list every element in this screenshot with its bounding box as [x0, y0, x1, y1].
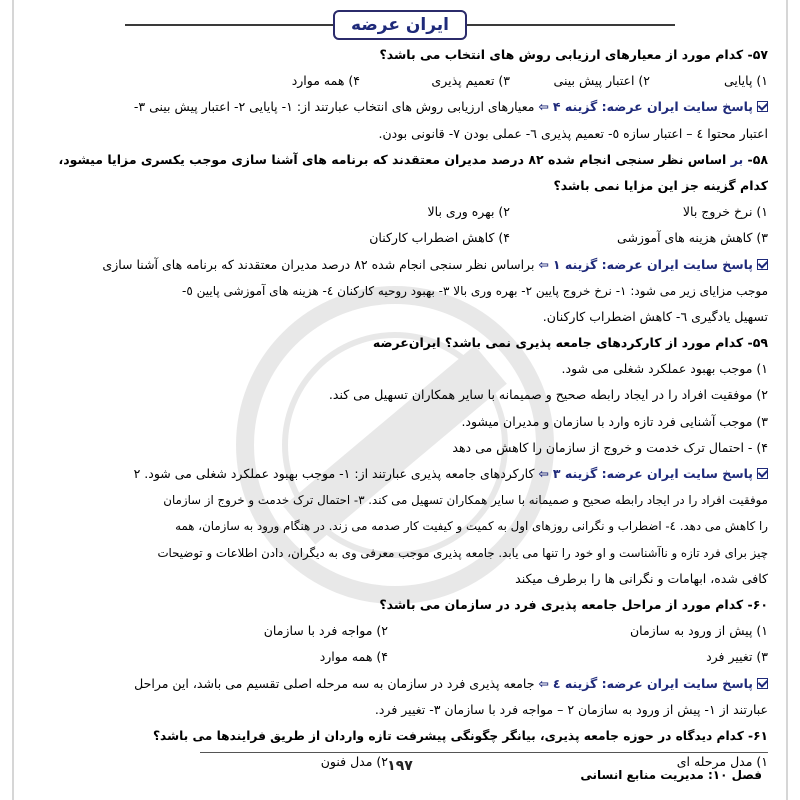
- option-4: ۴) کاهش اضطراب کارکنان: [369, 230, 510, 246]
- question-58-title-line-2: کدام گزینه جز این مزایا نمی باشد؟: [553, 177, 768, 193]
- checkbox-icon: [757, 101, 768, 112]
- answer-text: معیارهای ارزیابی روش های انتخاب عبارتند از: ۱- پایایی ۲- اعتبار پیش بینی ۳-: [133, 99, 535, 115]
- answer-59-line-2: موفقیت افراد را در ایجاد رابطه صحیح و صمیمانه با سایر همکاران تسهیل می کند. ۳- احتمال ترک خدمت و خروج از سازمان: [163, 493, 768, 508]
- option-1: ۱) نرخ خروج بالا: [682, 204, 768, 220]
- answer-58-line-3: تسهیل یادگیری ٦- کاهش اضطراب کارکنان.: [542, 308, 768, 324]
- question-text: اساس نظر سنجی انجام شده ۸۲ درصد مدیران معتقدند که برنامه های آشنا سازی موجب یکسری مزایا میشود،: [58, 151, 727, 167]
- question-57-options: [32, 68, 768, 94]
- answer-59-line-5: کافی شده، ابهامات و نگرانی ها را برطرف میکند: [515, 570, 768, 586]
- footer-rule: [200, 752, 768, 753]
- answer-59: [32, 461, 768, 487]
- answer-text: جامعه پذیری فرد در سازمان به سه مرحله اصلی تقسیم می باشد، این مراحل: [134, 675, 535, 691]
- answer-58: [32, 252, 768, 278]
- checkbox-icon: [757, 678, 768, 689]
- option-2: ۲) مدل فنون: [320, 754, 388, 770]
- option-3: ۳) تغییر فرد: [706, 649, 768, 665]
- question-number: ۵۸-: [747, 151, 768, 167]
- arrow-left-icon: ⇦: [538, 466, 549, 481]
- arrow-left-icon: ⇦: [538, 675, 549, 691]
- option-1: ۱) مدل مرحله ای: [676, 754, 768, 770]
- option-1: ۱) پایایی: [723, 73, 768, 89]
- arrow-left-icon: ⇦: [538, 99, 549, 115]
- question-60-options-row-1: [32, 618, 768, 644]
- option-4: ۴) همه موارد: [319, 649, 388, 665]
- option-2: ۲) اعتبار پیش بینی: [553, 73, 650, 89]
- answer-heading: پاسخ سایت ایران عرضه: گزینه ۳: [552, 466, 753, 481]
- checkbox-icon: [757, 468, 768, 479]
- answer-60: [32, 671, 768, 697]
- brand-logo-text: ایران عرضه: [351, 15, 449, 35]
- page-header: [0, 6, 800, 46]
- option-2: ۲) بهره وری بالا: [427, 204, 510, 220]
- page-border-right: [786, 0, 788, 800]
- question-60-title: ۶۰- کدام مورد از مراحل جامعه پذیری فرد در سازمان می باشد؟: [379, 596, 768, 612]
- answer-60-line-2: عبارتند از ۱- پیش از ورود به سازمان ۲ – مواجه فرد با سازمان ۳- تغییر فرد.: [374, 701, 768, 717]
- answer-text: براساس نظر سنجی انجام شده ۸۲ درصد مدیران معتقدند که برنامه های آشنا سازی: [102, 256, 535, 272]
- arrow-left-icon: ⇦: [538, 256, 549, 272]
- option-2: ۲) مواجه فرد با سازمان: [263, 623, 388, 639]
- answer-text: کارکردهای جامعه پذیری عبارتند از: ۱- موجب بهبود عملکرد شغلی می شود. ۲: [133, 466, 535, 481]
- answer-57-line-2: اعتبار محتوا ٤ – اعتبار سازه ٥- تعمیم پذیری ٦- عملی بودن ٧- قانونی بودن.: [378, 125, 768, 141]
- option-4: ۴) همه موارد: [291, 73, 360, 89]
- answer-59-line-4: چیز برای فرد تازه و ناآشناست و او خود را تنها می یابد. جامعه پذیری موجب معرفی وی به دیگران، دادن اطلاعات و توضیحات: [157, 545, 768, 560]
- question-59-option-1: ۱) موجب بهبود عملکرد شغلی می شود.: [561, 361, 768, 377]
- question-58-title: [32, 147, 768, 173]
- question-59-option-2: ۲) موفقیت افراد را در ایجاد رابطه صحیح و صمیمانه با سایر همکاران تسهیل می کند.: [328, 387, 768, 403]
- question-60-options-row-2: [32, 644, 768, 670]
- question-58-options-row-1: [32, 199, 768, 225]
- question-57-title: ۵۷- کدام مورد از معیارهای ارزیابی روش های انتخاب می باشد؟: [379, 47, 768, 62]
- question-59-title: ۵۹- کدام مورد از کارکردهای جامعه پذیری نمی باشد؟ ایران‌عرضه: [372, 335, 768, 351]
- checkbox-icon: [757, 259, 768, 270]
- option-3: ۳) تعمیم پذیری: [431, 73, 510, 89]
- page-border-left: [12, 0, 14, 800]
- question-59-option-4: ۴) - احتمال ترک خدمت و خروج از سازمان را کاهش می دهد: [452, 439, 768, 455]
- chapter-title: فصل ۱۰: مدیریت منابع انسانی: [580, 768, 762, 782]
- page-number: ۱۹۷: [387, 758, 413, 774]
- answer-heading: پاسخ سایت ایران عرضه: گزینه ۱: [552, 256, 753, 272]
- answer-57: [32, 94, 768, 120]
- question-58-options-row-2: [32, 225, 768, 251]
- brand-logo: [333, 10, 467, 40]
- option-1: ۱) پیش از ورود به سازمان: [629, 623, 768, 639]
- option-3: ۳) کاهش هزینه های آموزشی: [617, 230, 768, 246]
- answer-58-line-2: موجب مزایای زیر می شود: ۱- نرخ خروج پایین ۲- بهره وری بالا ۳- بهبود روحیه کارکنان ٤- هزینه های آموزشی پایین ٥-: [182, 283, 768, 298]
- question-highlight: بر: [730, 151, 744, 167]
- document-body: [32, 42, 768, 775]
- answer-59-line-3: را کاهش می دهد. ٤- اضطراب و نگرانی روزهای اول به کمیت و کیفیت کار صدمه می زند. در هنگام ورود به سازمان، همه: [175, 519, 768, 534]
- question-61-title: ۶۱- کدام دیدگاه در حوزه جامعه پذیری، بیانگر چگونگی پیشرفت تازه واردان از طریق فرایندها می باشد؟: [152, 728, 768, 743]
- answer-heading: پاسخ سایت ایران عرضه: گزینه ۴: [552, 99, 753, 115]
- answer-heading: پاسخ سایت ایران عرضه: گزینه ٤: [552, 675, 753, 691]
- question-59-option-3: ۳) موجب آشنایی فرد تازه وارد با سازمان و مدیران میشود.: [461, 413, 768, 429]
